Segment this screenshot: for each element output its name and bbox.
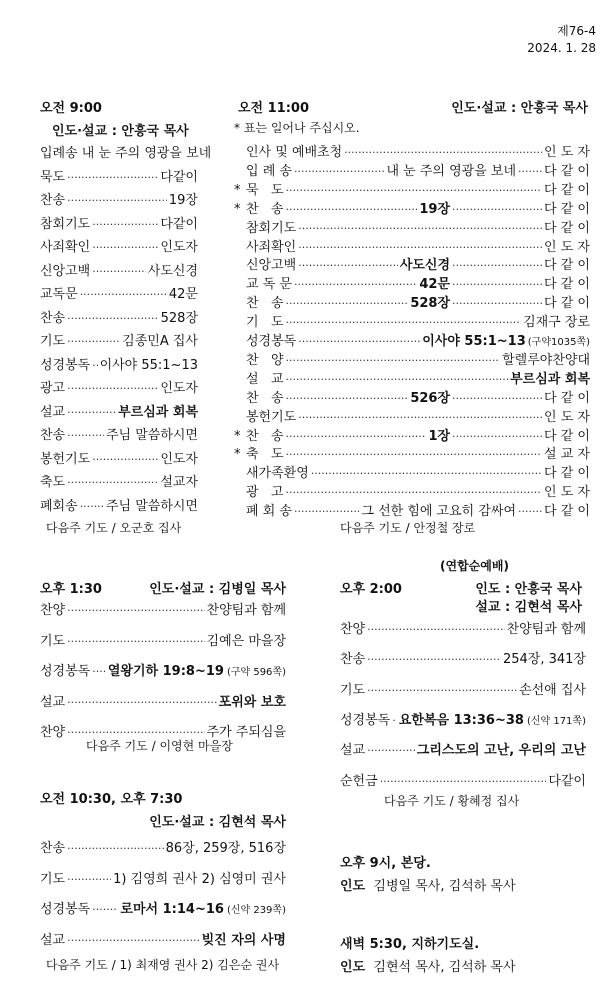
- s11-item-value: 다 같 이: [544, 296, 590, 312]
- s200-row: [340, 770, 586, 789]
- s9-row: [40, 142, 212, 161]
- s1030-item-value: 86장, 259장, 516장: [165, 841, 286, 856]
- evening-service-names: 김병일 목사, 김석하 목사: [373, 879, 516, 894]
- service-1030-leader: 인도·설교 : 김현석 목사: [149, 815, 286, 830]
- leader-dots: [92, 664, 106, 679]
- s130-item-value: 열왕기하 19:8~19: [107, 664, 224, 679]
- s9-row: [40, 401, 198, 420]
- service-200-tag: (연합순예배): [440, 559, 509, 573]
- s9-item-label: 교독문: [40, 287, 78, 302]
- s11-item-marker: *: [234, 428, 241, 444]
- s11-item-label: 찬 송: [246, 296, 284, 312]
- s11-row: [234, 198, 590, 217]
- s11-item-content: 526장: [410, 390, 451, 406]
- service-11-leader: 인도·설교 : 안흥국 목사: [451, 101, 588, 116]
- s9-item-value: 528장: [160, 310, 198, 326]
- leader-dots: [311, 466, 542, 481]
- s11-item-value: 다 같 이: [544, 220, 590, 236]
- s1030-item-value: 1) 김영희 권사 2) 심영미 권사: [113, 871, 286, 887]
- s11-item-label: 찬 송: [246, 390, 284, 406]
- s11-item-label: 신앙고백: [246, 258, 297, 274]
- leader-dots: [452, 429, 542, 444]
- leader-dots: [67, 841, 164, 856]
- s9-row: [40, 236, 198, 255]
- s130-item-label: 기도: [40, 633, 66, 649]
- s11-row: [234, 462, 590, 481]
- s130-item-label: 찬양: [40, 603, 66, 618]
- leader-dots: [67, 933, 199, 948]
- s9-item-value: 주님 말씀하시면: [105, 498, 198, 514]
- leader-dots: [67, 603, 204, 618]
- s9-item-label: 성경봉독: [40, 357, 91, 373]
- s11-row: [234, 160, 590, 179]
- service-200-time: 오후 2:00: [340, 582, 402, 597]
- leader-dots: [92, 217, 158, 232]
- s11-item-label: 축 도: [246, 447, 284, 463]
- leader-dots: [286, 391, 409, 406]
- s11-item-label: 인사 및 예배초청: [246, 145, 343, 160]
- s200-row: [340, 739, 586, 758]
- s9-item-label: 사죄확인: [40, 240, 91, 255]
- leader-dots: [67, 334, 120, 349]
- s11-item-content: 528장: [410, 296, 451, 312]
- s9-item-label: 찬송: [40, 310, 66, 326]
- s200-row: [340, 709, 586, 728]
- s11-row: [234, 236, 590, 255]
- leader-dots: [92, 358, 97, 373]
- dawn-prayer-names: 김현석 목사, 김석하 목사: [373, 960, 516, 975]
- s9-item-value: 부르심과 회복: [118, 404, 198, 420]
- service-130-next-prayer: 다음주 기도 / 이영현 마을장: [86, 739, 233, 753]
- s9-item-value: 인도자: [160, 451, 198, 467]
- service-200-next-prayer: 다음주 기도 / 황혜정 집사: [384, 794, 520, 808]
- leader-dots: [294, 164, 385, 179]
- s9-row: [40, 354, 198, 373]
- s11-item-content: 42문: [419, 277, 451, 293]
- leader-dots: [286, 485, 543, 500]
- service-9-time: 오전 9:00: [40, 101, 102, 116]
- s11-item-value: 인 도 자: [544, 239, 590, 255]
- s9-row: [40, 448, 198, 467]
- s9-row: [40, 495, 198, 514]
- s9-item-label: 폐회송: [40, 498, 78, 514]
- s11-row: [234, 387, 590, 406]
- s130-item-label: 찬양: [40, 725, 66, 740]
- dawn-prayer-leaders: [340, 956, 516, 975]
- s11-item-label: 성경봉독: [246, 334, 297, 349]
- evening-service-title: 오후 9시, 본당.: [340, 856, 431, 871]
- leader-dots: [80, 499, 104, 514]
- leader-dots: [452, 296, 542, 311]
- s9-row: [40, 377, 198, 396]
- s11-item-value: 인 도 자: [544, 145, 590, 160]
- dawn-prayer-label: 인도: [340, 960, 366, 975]
- s11-item-content: 사도신경: [399, 258, 451, 274]
- s9-item-value: 사도신경: [147, 263, 198, 279]
- s9-item-value: 인도자: [160, 240, 198, 255]
- s9-item-label: 광고: [40, 381, 66, 396]
- s200-row: [340, 618, 586, 637]
- leader-dots: [286, 429, 427, 444]
- s9-item-value: 김종민A 집사: [122, 334, 198, 349]
- s11-item-value: 다 같 이: [544, 390, 590, 406]
- s11-item-label: 찬 양: [246, 352, 284, 368]
- s11-item-value: 김재구 장로: [523, 315, 590, 331]
- evening-service-leaders: [340, 875, 516, 894]
- s200-item-label: 찬송: [340, 652, 366, 668]
- s9-row: [40, 189, 198, 208]
- s11-item-value: 다 같 이: [544, 428, 590, 444]
- s130-item-page: (구약 596쪽): [226, 667, 286, 678]
- s11-row: [234, 254, 590, 273]
- leader-dots: [80, 287, 167, 302]
- s11-row: [234, 141, 590, 160]
- s11-row: [234, 443, 590, 462]
- leader-dots: [518, 504, 542, 519]
- leader-dots: [286, 296, 409, 311]
- s11-item-label: 봉헌기도: [246, 409, 297, 425]
- evening-service-label: 인도: [340, 879, 366, 894]
- s200-item-label: 순헌금: [340, 773, 378, 789]
- leader-dots: [298, 410, 542, 425]
- s11-row: [234, 179, 590, 198]
- service-200-preacher: 설교 : 김현석 목사: [475, 600, 582, 615]
- leader-dots: [67, 311, 159, 326]
- s11-item-value: 할렐루야찬양대: [502, 352, 590, 368]
- s200-item-value: 손선애 집사: [519, 682, 586, 698]
- leader-dots: [452, 277, 542, 292]
- s9-item-label: 기도: [40, 334, 66, 349]
- s9-item-value: 설교자: [160, 475, 198, 490]
- s11-row: [234, 500, 590, 519]
- leader-dots: [67, 170, 158, 185]
- leader-dots: [67, 405, 116, 420]
- s9-item-value: 이사야 55:1~13: [99, 357, 198, 373]
- s1030-item-page: (신약 239쪽): [226, 905, 286, 916]
- s130-row: [40, 630, 286, 649]
- s1030-item-label: 기도: [40, 871, 66, 887]
- leader-dots: [67, 634, 204, 649]
- s1030-row: [40, 868, 286, 887]
- s130-row: [40, 691, 286, 710]
- s1030-row: [40, 929, 286, 948]
- s9-item-value: 주님 말씀하시면: [105, 428, 198, 443]
- leader-dots: [344, 145, 542, 160]
- leader-dots: [67, 695, 217, 710]
- s9-item-label: 신앙고백: [40, 263, 91, 279]
- s130-row: [40, 599, 286, 618]
- service-200-leader: 인도 : 안흥국 목사: [475, 582, 582, 597]
- s200-row: [340, 648, 586, 667]
- s1030-item-value: 빚진 자의 사명: [201, 932, 286, 948]
- leader-dots: [367, 743, 415, 758]
- leader-dots: [367, 683, 517, 698]
- s11-item-value: 인 도 자: [544, 485, 590, 501]
- s9-row: [40, 307, 198, 326]
- s1030-item-label: 성경봉독: [40, 902, 91, 917]
- s9-item-label: 축도: [40, 475, 66, 490]
- s11-item-label: 폐 회 송: [246, 504, 292, 520]
- s11-row: [234, 481, 590, 500]
- leader-dots: [67, 428, 104, 443]
- leader-dots: [92, 452, 158, 467]
- s200-item-value: 요한복음 13:36~38: [398, 712, 524, 728]
- leader-dots: [286, 353, 501, 368]
- s9-item-label: 묵도: [40, 169, 66, 185]
- s11-item-label: 설 교: [246, 371, 284, 387]
- s130-item-value: 찬양팀과 함께: [206, 603, 286, 618]
- leader-dots: [286, 315, 522, 330]
- s11-item-label: 찬 송: [246, 428, 284, 444]
- s11-item-label: 찬 송: [246, 201, 284, 217]
- s1030-item-value: 로마서 1:14~16: [120, 902, 224, 917]
- s11-row: [234, 349, 590, 368]
- s11-item-value: 부르심과 회복: [510, 371, 590, 387]
- s11-item-value: 다 같 이: [544, 201, 590, 217]
- leader-dots: [92, 902, 118, 917]
- leader-dots: [452, 202, 542, 217]
- leader-dots: [286, 447, 543, 462]
- s9-item-value: 다같이: [160, 169, 198, 185]
- s9-row: [40, 283, 198, 302]
- s130-item-label: 설교: [40, 694, 66, 710]
- s9-item-label: 찬송: [40, 193, 66, 208]
- leader-dots: [67, 475, 158, 490]
- s11-row: [234, 217, 590, 236]
- s130-item-value: 주가 주되심을: [206, 725, 286, 740]
- service-9-next-prayer: 다음주 기도 / 오군호 집사: [46, 521, 182, 535]
- bulletin-date: 2024. 1. 28: [527, 41, 596, 55]
- service-11-next-prayer: 다음주 기도 / 안정철 장로: [340, 521, 476, 535]
- leader-dots: [452, 391, 542, 406]
- leader-dots: [380, 774, 547, 789]
- s11-item-label: 교 독 문: [246, 277, 292, 293]
- s200-item-value: 찬양팀과 함께: [506, 622, 586, 637]
- s9-item-value: 인도자: [160, 381, 198, 396]
- s11-item-value: 다 같 이: [544, 163, 590, 179]
- s11-item-marker: *: [234, 201, 241, 217]
- service-11-note: * 표는 일어나 주십시오.: [234, 121, 360, 135]
- bulletin-number: 제76-4: [557, 24, 596, 38]
- s11-row: [234, 330, 590, 349]
- leader-dots: [452, 258, 542, 273]
- s200-item-value: 254장, 341장: [502, 652, 586, 668]
- service-11-time: 오전 11:00: [238, 101, 310, 116]
- s130-item-label: 성경봉독: [40, 664, 91, 679]
- s9-item-value: 42문: [168, 287, 198, 302]
- leader-dots: [92, 240, 158, 255]
- s200-item-label: 찬양: [340, 622, 366, 637]
- s11-item-value: 다 같 이: [544, 277, 590, 293]
- s9-row: [40, 166, 198, 185]
- leader-dots: [67, 193, 167, 208]
- s11-row: [234, 292, 590, 311]
- s9-row: [40, 424, 198, 443]
- leader-dots: [298, 334, 420, 349]
- leader-dots: [392, 713, 397, 728]
- s11-item-value: 인 도 자: [544, 409, 590, 425]
- s200-item-page: (신약 171쪽): [526, 715, 586, 727]
- s200-item-label: 성경봉독: [340, 712, 391, 728]
- service-9-leader: 인도·설교 : 안흥국 목사: [52, 124, 189, 139]
- s11-item-value: 다 같 이: [544, 182, 590, 198]
- s200-item-value: 그리스도의 고난, 우리의 고난: [416, 743, 586, 759]
- s11-item-label: 묵 도: [246, 182, 284, 198]
- s11-item-label: 입 례 송: [246, 163, 292, 179]
- service-1030-time: 오전 10:30, 오후 7:30: [40, 792, 183, 807]
- s11-item-value: 다 같 이: [544, 258, 590, 274]
- s11-item-label: 광 고: [246, 485, 284, 501]
- s11-item-value: 다 같 이: [544, 504, 590, 520]
- s9-item-label: 봉헌기도: [40, 451, 91, 467]
- s9-item-label: 설교: [40, 404, 66, 420]
- s9-row: [40, 471, 198, 490]
- leader-dots: [367, 652, 501, 667]
- leader-dots: [92, 264, 146, 279]
- s11-item-content: 그 선한 힘에 고요히 감싸여: [361, 504, 517, 520]
- leader-dots: [67, 381, 158, 396]
- s1030-row: [40, 898, 286, 917]
- s9-item-label: 찬송: [40, 428, 66, 443]
- s1030-row: [40, 837, 286, 856]
- s130-row: [40, 660, 286, 679]
- s9-item-value: 다같이: [160, 216, 198, 232]
- s11-item-value: 이사야 55:1~13: [422, 334, 526, 349]
- s11-row: [234, 273, 590, 292]
- s200-item-label: 기도: [340, 682, 366, 698]
- s11-item-label: 기 도: [246, 315, 284, 331]
- s200-item-value: 다같이: [548, 773, 586, 789]
- s9-row: [40, 260, 198, 279]
- leader-dots: [286, 372, 509, 387]
- s1030-item-label: 찬송: [40, 841, 66, 856]
- s200-item-label: 설교: [340, 743, 366, 759]
- s9-row: [40, 330, 198, 349]
- s9-row: [40, 213, 198, 232]
- s11-item-label: 사죄확인: [246, 239, 297, 255]
- s11-row: [234, 368, 590, 387]
- s9-item-value: 내 눈 주의 영광을 보네: [81, 146, 212, 161]
- s11-item-content: 1장: [428, 428, 451, 444]
- s11-row: [234, 425, 590, 444]
- s11-item-value: 다 같 이: [544, 466, 590, 482]
- s11-item-marker: *: [234, 182, 241, 198]
- leader-dots: [294, 504, 359, 519]
- service-1030-next-prayer: 다음주 기도 / 1) 최재영 권사 2) 김은순 권사: [46, 958, 280, 972]
- s9-item-value: 19장: [168, 193, 198, 208]
- s11-row: [234, 406, 590, 425]
- leader-dots: [298, 221, 542, 236]
- s130-item-value: 김예은 마을장: [206, 633, 286, 649]
- leader-dots: [518, 164, 542, 179]
- leader-dots: [286, 202, 418, 217]
- s9-item-label: 입례송: [40, 146, 78, 161]
- service-130-leader: 인도·설교 : 김병일 목사: [149, 582, 286, 597]
- leader-dots: [298, 240, 542, 255]
- s1030-item-label: 설교: [40, 932, 66, 948]
- s11-item-page: (구약1035쪽): [527, 337, 590, 348]
- s11-item-marker: *: [234, 447, 241, 463]
- s11-item-content: 19장: [419, 201, 451, 217]
- s11-item-content: 내 눈 주의 영광을 보네: [386, 163, 517, 179]
- s200-row: [340, 679, 586, 698]
- s11-item-label: 새가족환영: [246, 466, 309, 482]
- leader-dots: [367, 622, 504, 637]
- leader-dots: [286, 183, 543, 198]
- leader-dots: [67, 872, 111, 887]
- s9-item-label: 참회기도: [40, 216, 91, 232]
- s11-item-label: 참회기도: [246, 220, 297, 236]
- s11-row: [234, 311, 590, 330]
- leader-dots: [294, 277, 417, 292]
- s130-item-value: 포위와 보호: [218, 694, 286, 710]
- service-130-time: 오후 1:30: [40, 582, 102, 597]
- s11-item-value: 설 교 자: [544, 447, 590, 463]
- dawn-prayer-title: 새벽 5:30, 지하기도실.: [340, 937, 480, 952]
- leader-dots: [298, 258, 398, 273]
